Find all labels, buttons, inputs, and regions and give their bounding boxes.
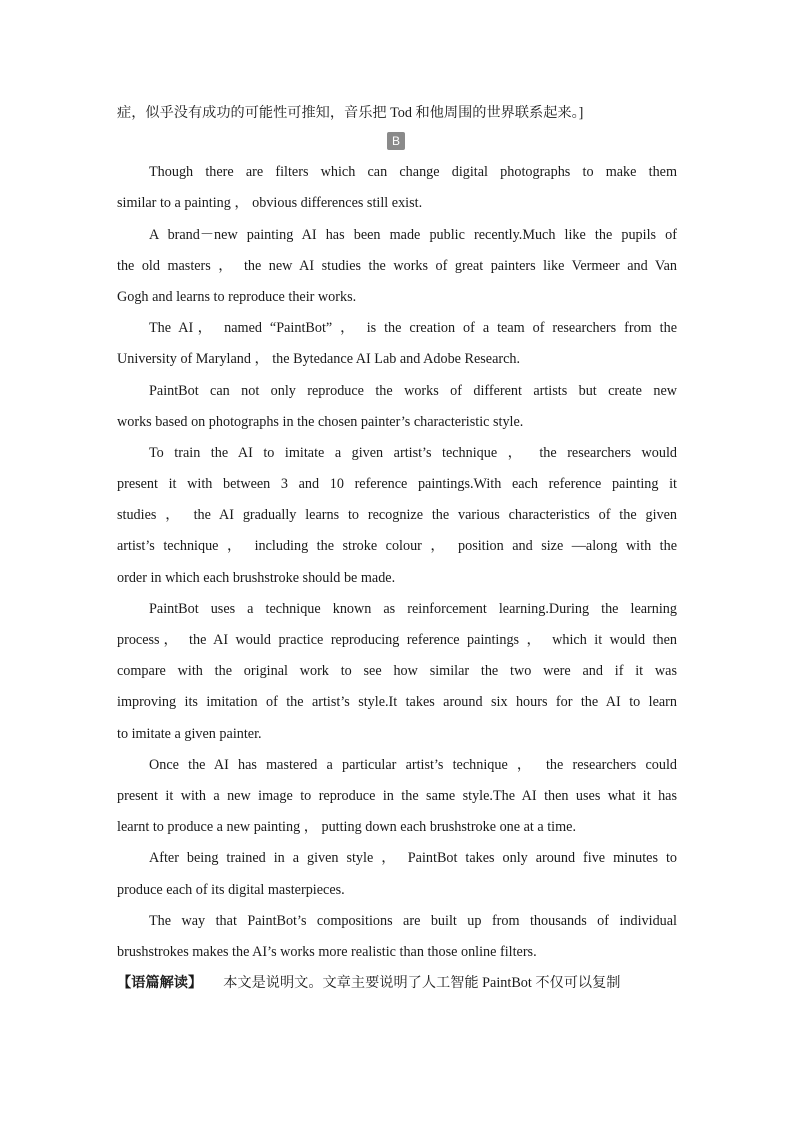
reading-text: 本文是说明文。文章主要说明了人工智能 PaintBot 不仅可以复制 xyxy=(223,975,621,992)
paragraph-line: present it with a new image to reproduce in the same style.The AI then uses what it has xyxy=(117,787,677,804)
paragraph-line: studies ， the AI gradually learns to recognize the various characteristics of the given xyxy=(117,507,677,524)
paragraph-line: produce each of its digital masterpieces. xyxy=(117,881,345,898)
paragraph-line: A brand－new painting AI has been made public recently.Much like the pupils of xyxy=(149,226,677,243)
paragraph-line: PaintBot can not only reproduce the works of different artists but create new xyxy=(149,382,677,399)
section-badge: B xyxy=(387,132,405,150)
paragraph-line: works based on photographs in the chosen painter’s characteristic style. xyxy=(117,413,524,430)
paragraph-line: Once the AI has mastered a particular artist’s technique ， the researchers could xyxy=(149,756,677,773)
paragraph-line: To train the AI to imitate a given artist’s technique ， the researchers would xyxy=(149,444,677,461)
document-page xyxy=(117,98,677,999)
paragraph-line: present it with between 3 and 10 reference paintings.With each reference painting it xyxy=(117,476,677,493)
paragraph-line: The way that PaintBot’s compositions are built up from thousands of individual xyxy=(149,912,677,929)
paragraph xyxy=(117,220,677,314)
paragraph-line: University of Maryland ， the Bytedance AI Lab and Adobe Research. xyxy=(117,351,521,368)
paragraph xyxy=(117,843,677,905)
section-badge-row xyxy=(117,129,677,157)
intro-line: 症，似乎没有成功的可能性可推知，音乐把 Tod 和他周围的世界联系起来。] xyxy=(117,105,584,121)
paragraph xyxy=(117,376,677,438)
paragraph-line: Though there are filters which can change digital photographs to make them xyxy=(149,164,677,181)
paragraph-line: improving its imitation of the artist’s style.It takes around six hours for the AI to learn xyxy=(117,694,677,711)
paragraph xyxy=(117,438,677,594)
paragraph-line: Gogh and learns to reproduce their works. xyxy=(117,288,357,305)
paragraph-line: PaintBot uses a technique known as reinforcement learning.During the learning xyxy=(149,600,677,617)
paragraph-line: brushstrokes makes the AI’s works more realistic than those online filters. xyxy=(117,943,537,960)
reading-note xyxy=(117,968,677,999)
paragraph-line: similar to a painting ， obvious differences still exist. xyxy=(117,195,423,212)
paragraph xyxy=(117,313,677,375)
paragraph xyxy=(117,750,677,844)
paragraph-line: learnt to produce a new painting ， putting down each brushstroke one at a time. xyxy=(117,819,576,836)
paragraph-line: process， the AI would practice reproducing reference paintings ， which it would then xyxy=(117,632,677,648)
paragraph-line: compare with the original work to see how similar the two were and if it was xyxy=(117,663,677,680)
paragraph-line: artist’s technique ， including the stroke colour ， position and size —along with the xyxy=(117,538,677,555)
paragraph-line: order in which each brushstroke should be made. xyxy=(117,569,396,586)
paragraph xyxy=(117,594,677,750)
paragraph-line: The AI， named “PaintBot” ， is the creation of a team of researchers from the xyxy=(149,320,677,337)
paragraph-line: to imitate a given painter. xyxy=(117,725,262,742)
paragraph xyxy=(117,157,677,219)
reading-label: 【语篇解读】 xyxy=(117,975,203,992)
paragraph-line: the old masters ， the new AI studies the works of great painters like Vermeer and Van xyxy=(117,257,677,274)
paragraph-line: After being trained in a given style ， PaintBot takes only around five minutes to xyxy=(149,850,677,867)
paragraph xyxy=(117,906,677,968)
